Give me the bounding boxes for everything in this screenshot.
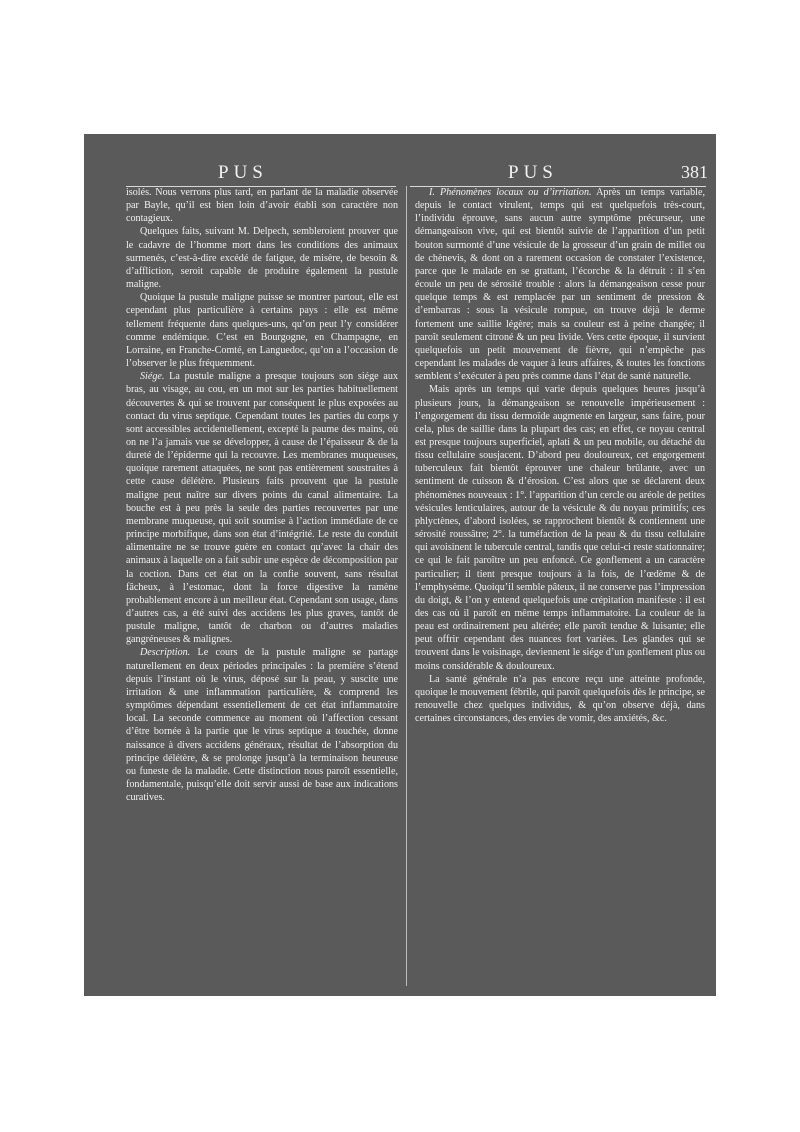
paragraph-text: Après un temps variable, depuis le contact virulent, temps qui est quelquefois très-court, l’individu éprouve, sans aucun autre symptôme précurseur, une démangeaison vive, qui est bientôt suivie de l’apparition d’un petit bouton surmonté d’une vésicule de la grosseur d’un grain de millet ou de chènevis, & dont on a rarement occasion de constater l’existence, parce que le malade en se grattant, l’écorche & la détruit : il s’en écoule un peu de sérosité trouble : alors la démangeaison cesse pour quelque temps & est remplacée par un sentiment de pression & d’embarras : sous la vésicule rompue, on trouve déjà le derme fortement une saillie légère; mais sa couleur est à peine changée; il paroît seulement citroné & un peu livide. Vers cette époque, il survient quelquefois un petit mouvement de fièvre, qui n’empêche pas cependant les malades de vaquer à leurs affaires, & toutes les fonctions semblent s’exécuter à peu près comme dans l’état de santé naturelle. (415, 187, 705, 383)
paragraph: isolés. Nous verrons plus tard, en parlant de la maladie observée par Bayle, qu’il est bien loin d’avoir établi son caractère non contagieux. (126, 187, 398, 225)
right-column (415, 186, 705, 725)
page-number: 381 (681, 162, 708, 182)
paragraph: Quelques faits, suivant M. Delpech, sembleroient prouver que le cadavre de l’homme mort dans les conditions des animaux surmenés, c’est-à-dire excédé de fatigue, de misère, de besoin & d’affliction, seroit capable de produire également la pustule maligne. (126, 226, 398, 291)
paragraph: Quoique la pustule maligne puisse se montrer partout, elle est cependant plus particulière à certains pays : elle est même tellement fréquente dans quelques-uns, qu’on peut l’y considérer comme endémique. C’est en Bourgogne, en Champagne, en Lorraine, en Franche-Comté, en Languedoc, qu’on a l’occasion de l’observer le plus fréquemment. (126, 292, 398, 370)
paragraph: La santé générale n’a pas encore reçu une atteinte profonde, quoique le mouvement fébrile, qui paroît quelquefois dès le principe, se renouvelle chez quelques individus, & qu’on observe déjà, dans certaines circonstances, des envies de vomir, des anxiétés, &c. (415, 673, 705, 725)
column-divider (406, 186, 407, 986)
paragraph: Mais après un temps qui varie depuis quelques heures jusqu’à plusieurs jours, la démangeaison se renouvelle impérieusement : l’engorgement du tissu dermoïde augmente en largeur, sans faire, pour cela, plus de saillie dans la plupart des cas; en effet, ce noyau central est presque toujours superficiel, aplati & un peu mobile, ou détaché du tissu cellulaire sousjacent. D’abord peu douloureux, cet engorgement tuberculeux fait bientôt éprouver une chaleur brûlante, avec un sentiment de cuisson & d’érosion. C’est alors que se déclarent deux phénomènes nouveaux : 1°. l’apparition d’un cercle ou aréole de petites vésicules lenticulaires, autour de la vésicule & du noyau primitifs; ces phlyctènes, d’abord isolées, se rapprochent bientôt & contiennent une sérosité roussâtre; 2°. la tuméfaction de la peau & du tissu cellulaire qui avoisinent le tubercule central, tandis que celui-ci reste stationnaire; ce qui le fait paroître un peu enfoncé. Ce gonflement a un caractère particulier; il tient presque toujours à la fois, de l’œdème & de l’emphysème. Quoiqu’il semble pâteux, il ne conserve pas l’impression du doigt, & l’on y entend quelquefois une crépitation manifeste : il est des cas où il paroît en même temps inflammatoire. La couleur de la peau est ordinairement peu altérée; elle paroît tendue & luisante; elle peut offrir cependant des nuances fort variées. Les glandes qui se trouvent dans le voisinage, deviennent le siége d’un gonflement plus ou moins considérable & douloureux. (415, 384, 705, 672)
left-column (126, 186, 398, 804)
paragraph (126, 646, 398, 804)
running-head-right: PUS (508, 162, 558, 183)
scanned-page (84, 134, 716, 996)
paragraph (126, 370, 398, 646)
running-head-left: PUS (218, 162, 268, 183)
section-heading: I. Phénomènes locaux ou d’irritation. (429, 187, 592, 198)
paragraph-text: La pustule maligne a presque toujours son siége aux bras, au visage, au cou, en un mot sur les parties habituellement découvertes & qui se trouvent par conséquent le plus exposées au contact du virus septique. Cependant toutes les parties du corps y sont accessibles accidentellement, excepté la paume des mains, où on ne l’a jamais vue se développer, à cause de l’épaisseur & de la dureté de l’épiderme qui la recouvre. Les membranes muqueuses, quoique rarement attaquées, ne sont pas entièrement soustraites à cette cause délétère. Plusieurs faits prouvent que la pustule maligne peut naître sur divers points du canal alimentaire. La bouche est à peu près la seule des parties recouvertes par une membrane muqueuse, qui soit soumise à l’action immédiate de ce principe morbifique, dans son état d’intégrité. Le reste du conduit alimentaire ne se trouve guère en contact qu’avec la chair des animaux à laquelle on a fait subir une espèce de décomposition par la coction. Dans cet état on la confie souvent, sans résultat fâcheux, à l’estomac, dont la force digestive la ramène probablement encore à un meilleur état. Cependant son usage, dans d’autres cas, a été suivi des accidens les plus graves, tantôt de pustule maligne, tantôt de charbon ou d’autres maladies gangréneuses & malignes. (126, 371, 398, 646)
paragraph (415, 186, 705, 383)
section-heading: Siége. (140, 371, 165, 383)
paragraph-text: Le cours de la pustule maligne se partage naturellement en deux périodes principales : la première s’étend depuis l’instant où le virus, déposé sur la peau, y suscite une irritation & une inflammation particulière, & comprend les symptômes dépendant essentiellement de cet état inflammatoire local. La seconde commence au moment où l’affection cessant d’être bornée à la partie que le virus septique a touchée, donne naissance à divers accidens généraux, résultat de l’absorption du principe délétère, & se prolonge jusqu’à la terminaison heureuse ou funeste de la maladie. Cette distinction nous paroît essentielle, fondamentale, puisqu’elle doit servir aussi de base aux indications curatives. (126, 647, 398, 804)
section-heading: Description. (140, 647, 191, 659)
